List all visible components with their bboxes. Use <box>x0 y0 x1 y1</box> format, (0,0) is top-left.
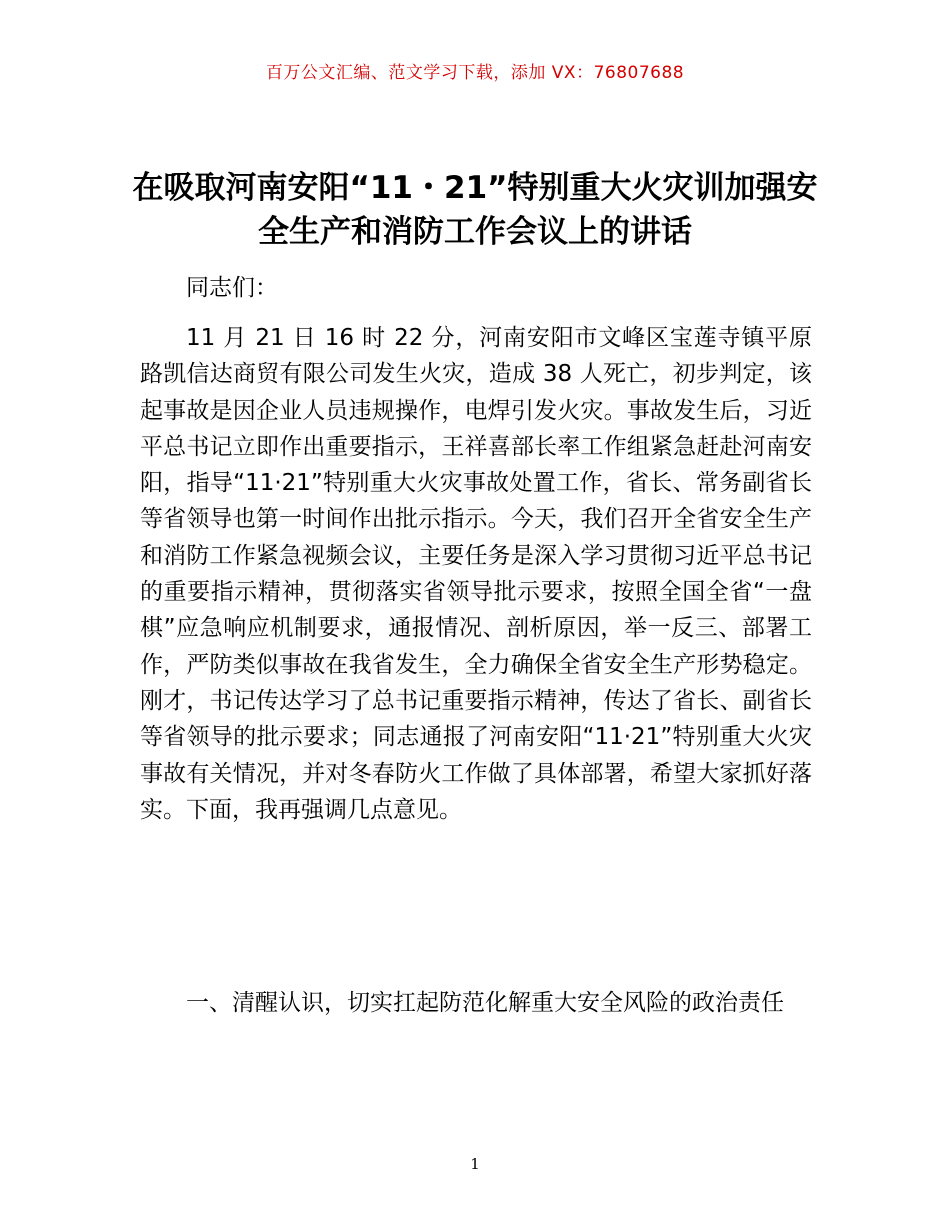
section-heading: 一、清醒认识，切实扛起防范化解重大安全风险的政治责任 <box>186 990 784 1016</box>
body-paragraph: 11 月 21 日 16 时 22 分，河南安阳市文峰区宝莲寺镇平原路凯信达商贸有限公司发生火灾，造成 38 人死亡，初步判定，该起事故是因企业人员违规操作，电焊引发火灾。事故发生后，习近平总书记立即作出重要指示，王祥喜部长率工作组紧急赶赴河南安阳，指导“11·21”特别重大火灾事故处置工作，省长、常务副省长等省领导也第一时间作出批示指示。今天，我们召开全省安全生产和消防工作紧急视频会议，主要任务是深入学习贯彻习近平总书记的重要指示精神，贯彻落实省领导批示要求，按照全国全省“一盘棋”应急响应机制要求，通报情况、剖析原因，举一反三、部署工作，严防类似事故在我省发生，全力确保全省安全生产形势稳定。刚才，书记传达学习了总书记重要指示精神，传达了省长、副省长等省领导的批示要求；同志通报了河南安阳“11·21”特别重大火灾事故有关情况，并对冬春防火工作做了具体部署，希望大家抓好落实。下面，我再强调几点意见。 <box>140 325 812 823</box>
document-title: 在吸取河南安阳“11・21”特别重大火灾训加强安全生产和消防工作会议上的讲话 <box>132 170 818 250</box>
salutation: 同志们： <box>186 275 278 301</box>
page-number: 1 <box>470 1155 480 1173</box>
header-watermark-note: 百万公文汇编、范文学习下载，添加 VX：76807688 <box>265 63 685 83</box>
